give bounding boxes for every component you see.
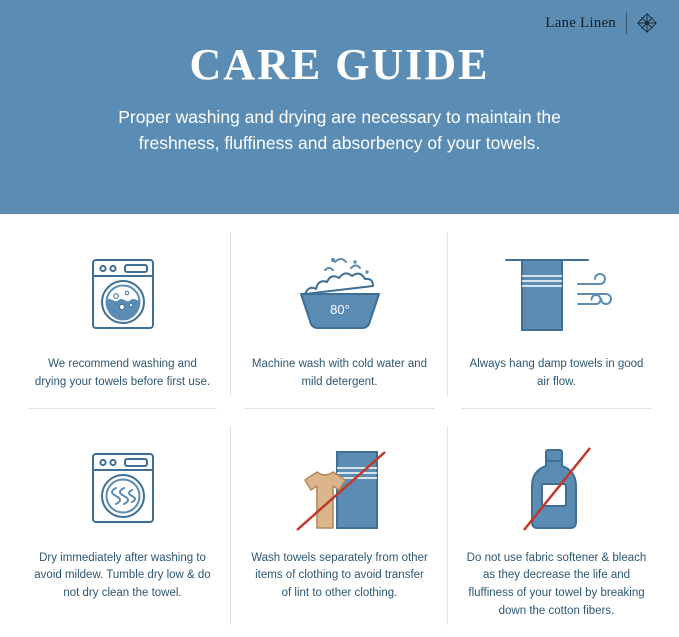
temperature-badge: 80° [329, 302, 350, 317]
diamond-lattice-logo-icon [637, 13, 657, 33]
tip-card-2 [231, 214, 448, 408]
tip-text: Do not use fabric softener & bleach as they decrease the life and fluffiness of your towel by breaking down the cotton fibers. [466, 551, 647, 618]
washing-machine-icon [75, 240, 171, 348]
wash-basin-with-suds-icon [281, 240, 399, 348]
brand-divider [626, 12, 627, 34]
hanging-towel-airflow-icon [492, 240, 622, 348]
tip-card-6 [448, 408, 665, 637]
tips-row-1 [0, 214, 679, 408]
tip-card-3 [448, 214, 665, 408]
header-banner [0, 0, 679, 214]
tips-row-2 [0, 408, 679, 637]
no-mixed-laundry-icon [275, 434, 405, 542]
page-title: CARE GUIDE [189, 40, 490, 89]
brand-lockup [545, 12, 657, 34]
tip-text: Always hang damp towels in good air flow. [469, 358, 644, 388]
tip-card-1 [14, 214, 231, 408]
brand-name: Lane Linen [545, 14, 616, 31]
tip-text: Dry immediately after washing to avoid mildew. Tumble dry low & do not dry clean the towel. [34, 551, 211, 600]
no-fabric-softener-bottle-icon [502, 434, 612, 542]
tip-text: Machine wash with cold water and mild detergent. [251, 358, 428, 388]
tip-card-5 [231, 408, 448, 637]
tip-text: We recommend washing and drying your towels before first use. [34, 358, 211, 388]
tip-card-4 [14, 408, 231, 637]
page-subtitle: Proper washing and drying are necessary to maintain the freshness, fluffiness and absorbency of your towels. [118, 107, 561, 154]
tip-text: Wash towels separately from other items of clothing to avoid transfer of lint to other clothing. [251, 551, 428, 600]
tumble-dryer-icon [75, 434, 171, 542]
